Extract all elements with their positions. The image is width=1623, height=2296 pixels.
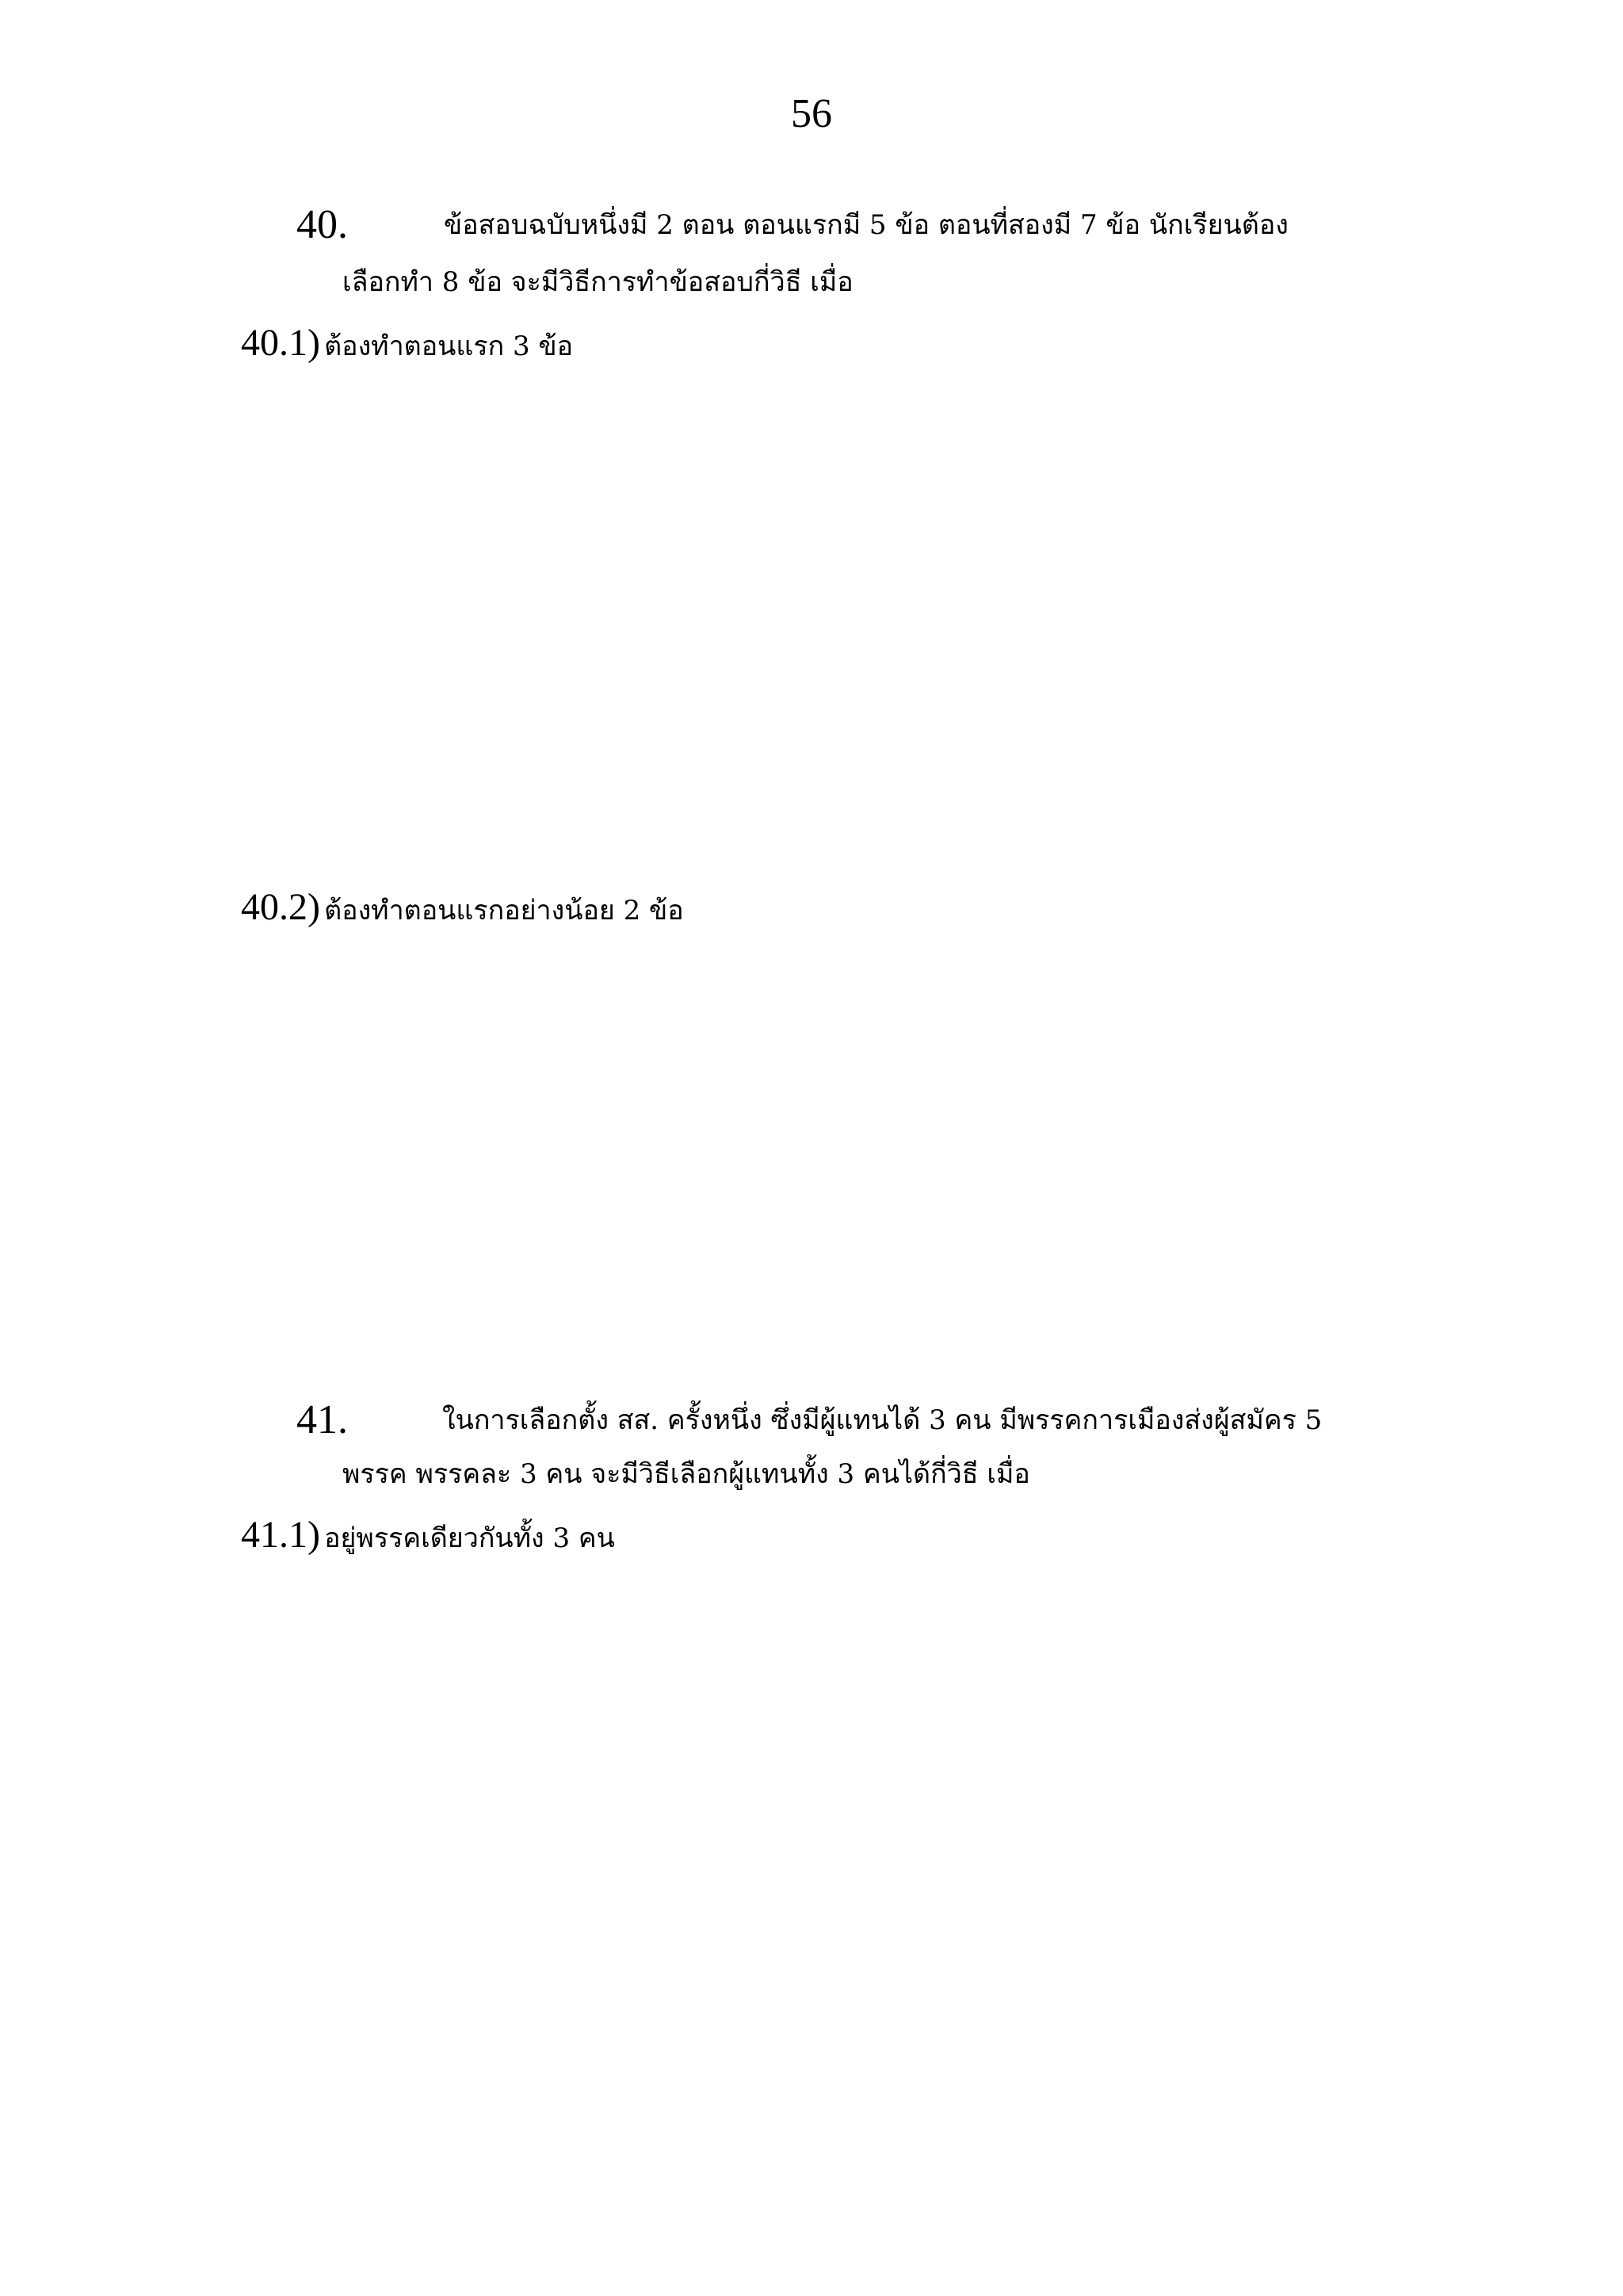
question-text-line-1: ในการเลือกตั้ง สส. ครั้งหนึ่ง ซึ่งมีผู้แทนได้ 3 คน มีพรรคการเมืองส่งผู้สมัคร 5 — [442, 1404, 1323, 1436]
question-text-line-2: พรรค พรรคละ 3 คน จะมีวิธีเลือกผู้แทนทั้ง 3 คนได้กี่วิธี เมื่อ — [342, 1458, 1030, 1490]
subquestion-number: 40.2) — [241, 886, 320, 928]
subquestion-text: อยู่พรรคเดียวกันทั้ง 3 คน — [324, 1522, 615, 1554]
question-number: 40. — [296, 202, 348, 247]
question-number: 41. — [296, 1397, 348, 1442]
subquestion-number: 40.1) — [241, 322, 320, 364]
question-text-line-2: เลือกทำ 8 ข้อ จะมีวิธีการทำข้อสอบกี่วิธี เมื่อ — [342, 266, 854, 298]
subquestion-41-1 — [241, 1512, 615, 1558]
subquestion-text: ต้องทำตอนแรกอย่างน้อย 2 ข้อ — [324, 895, 684, 926]
subquestion-text: ต้องทำตอนแรก 3 ข้อ — [324, 330, 574, 362]
subquestion-40-1 — [241, 320, 573, 366]
subquestion-number: 41.1) — [241, 1514, 320, 1556]
page-number: 56 — [791, 91, 832, 136]
question-text-line-1: ข้อสอบฉบับหนึ่งมี 2 ตอน ตอนแรกมี 5 ข้อ ตอนที่สองมี 7 ข้อ นักเรียนต้อง — [444, 209, 1289, 241]
subquestion-40-2 — [241, 884, 684, 930]
